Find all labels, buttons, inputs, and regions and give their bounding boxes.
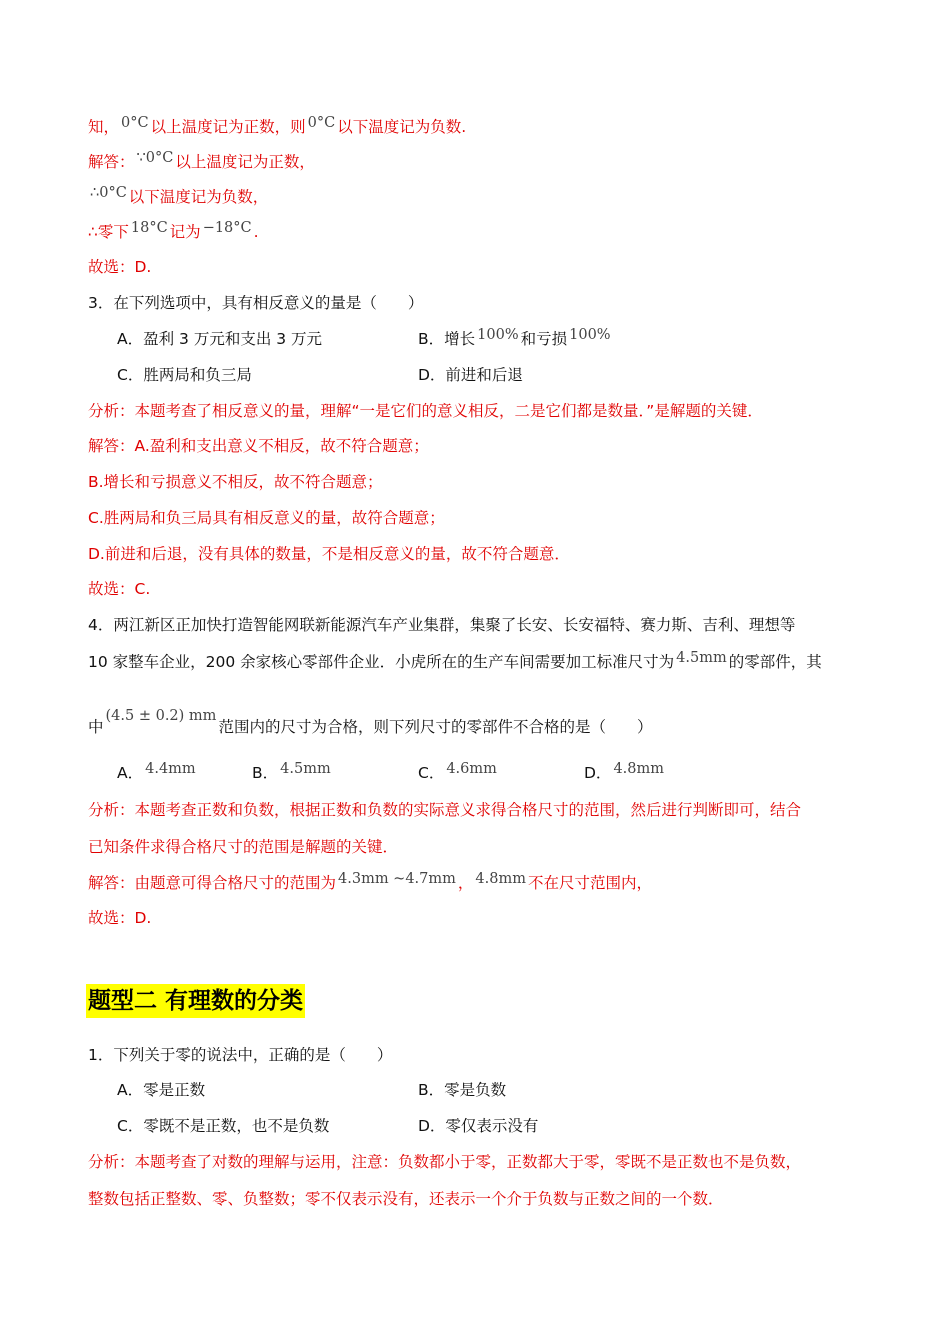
s2q1-analysis-line-1: 分析：本题考查了对数的理解与运用，注意：负数都小于零，正数都大于零，零既不是正数也不是负数， bbox=[88, 1153, 802, 1171]
q4-option-d: D． 4.8mm bbox=[584, 761, 664, 782]
q2-solution-line-1: 知， 0°C 以上温度记为正数，则 0°C 以下温度记为负数. bbox=[88, 115, 467, 136]
s2q1-option-a: A．零是正数 bbox=[117, 1081, 206, 1099]
math-because-zero-celsius: ∵0°C bbox=[136, 150, 174, 166]
q3-solution-a: 解答：A.盈利和支出意义不相反，故不符合题意； bbox=[88, 437, 429, 455]
math-zero-celsius: 0°C bbox=[307, 115, 336, 131]
q4-answer: 故选：D. bbox=[88, 909, 152, 927]
q3-solution-d: D.前进和后退，没有具体的数量，不是相反意义的量，故不符合题意． bbox=[88, 545, 570, 563]
q2-solution-line-2: 解答： ∵0°C 以上温度记为正数， bbox=[88, 150, 315, 171]
math-zero-celsius: 0°C bbox=[121, 115, 149, 131]
q4-stem-line-2: 10 家整车企业，200 余家核心零部件企业．小虎所在的生产车间需要加工标准尺寸为 4.5mm 的零部件，其 bbox=[88, 650, 822, 671]
q3-option-a: A．盈利 3 万元和支出 3 万元 bbox=[117, 330, 323, 348]
q4-analysis-line-2: 已知条件求得合格尺寸的范围是解题的关键． bbox=[88, 838, 399, 856]
q3-stem: 3．在下列选项中，具有相反意义的量是（ ） bbox=[88, 294, 424, 312]
q3-option-d: D．前进和后退 bbox=[418, 366, 523, 384]
q4-analysis-line-1: 分析：本题考查正数和负数，根据正数和负数的实际意义求得合格尺寸的范围，然后进行判断即可，结合 bbox=[88, 801, 802, 819]
s2q1-option-d: D．零仅表示没有 bbox=[418, 1117, 539, 1135]
q2-solution-line-3: ∴0°C 以下温度记为负数， bbox=[90, 185, 269, 206]
s2q1-stem: 1．下列关于零的说法中，正确的是（ ） bbox=[88, 1046, 393, 1064]
q2-answer: 故选：D. bbox=[88, 258, 152, 276]
q3-solution-c: C.胜两局和负三局具有相反意义的量，故符合题意； bbox=[88, 509, 445, 527]
q2-solution-line-4: ∴零下 18°C 记为 −18°C . bbox=[88, 220, 259, 241]
q3-analysis: 分析：本题考查了相反意义的量，理解“一是它们的意义相反，二是它们都是数量．”是解题的关键． bbox=[88, 402, 763, 420]
q3-option-b: B．增长 100% 和亏损 100% bbox=[418, 327, 611, 348]
math-18-celsius: 18°C bbox=[130, 220, 168, 236]
q4-solution: 解答：由题意可得合格尺寸的范围为 4.3mm ~4.7mm ， 4.8mm 不在尺寸范围内， bbox=[88, 871, 652, 892]
q3-option-c: C．胜两局和负三局 bbox=[117, 366, 252, 384]
math-therefore-zero-celsius: ∴0°C bbox=[90, 185, 127, 201]
q4-option-c: C． 4.6mm bbox=[418, 761, 497, 782]
q4-option-b: B． 4.5mm bbox=[252, 761, 331, 782]
q4-option-a: A． 4.4mm bbox=[117, 761, 196, 782]
q4-stem-line-3: 中(4.5 ± 0.2) mm范围内的尺寸为合格，则下列尺寸的零部件不合格的是（ ） bbox=[88, 708, 653, 736]
section-heading: 题型二 有理数的分类 bbox=[86, 984, 305, 1018]
s2q1-option-c: C．零既不是正数，也不是负数 bbox=[117, 1117, 330, 1135]
math-neg-18-celsius: −18°C bbox=[202, 220, 252, 236]
s2q1-option-b: B．零是负数 bbox=[418, 1081, 507, 1099]
q3-answer: 故选：C. bbox=[88, 580, 151, 598]
s2q1-analysis-line-2: 整数包括正整数、零、负整数；零不仅表示没有，还表示一个介于负数与正数之间的一个数． bbox=[88, 1190, 724, 1208]
q4-stem-line-1: 4．两江新区正加快打造智能网联新能源汽车产业集群，集聚了长安、长安福特、赛力斯、吉利、理想等 bbox=[88, 616, 796, 634]
q3-solution-b: B.增长和亏损意义不相反，故不符合题意； bbox=[88, 473, 383, 491]
